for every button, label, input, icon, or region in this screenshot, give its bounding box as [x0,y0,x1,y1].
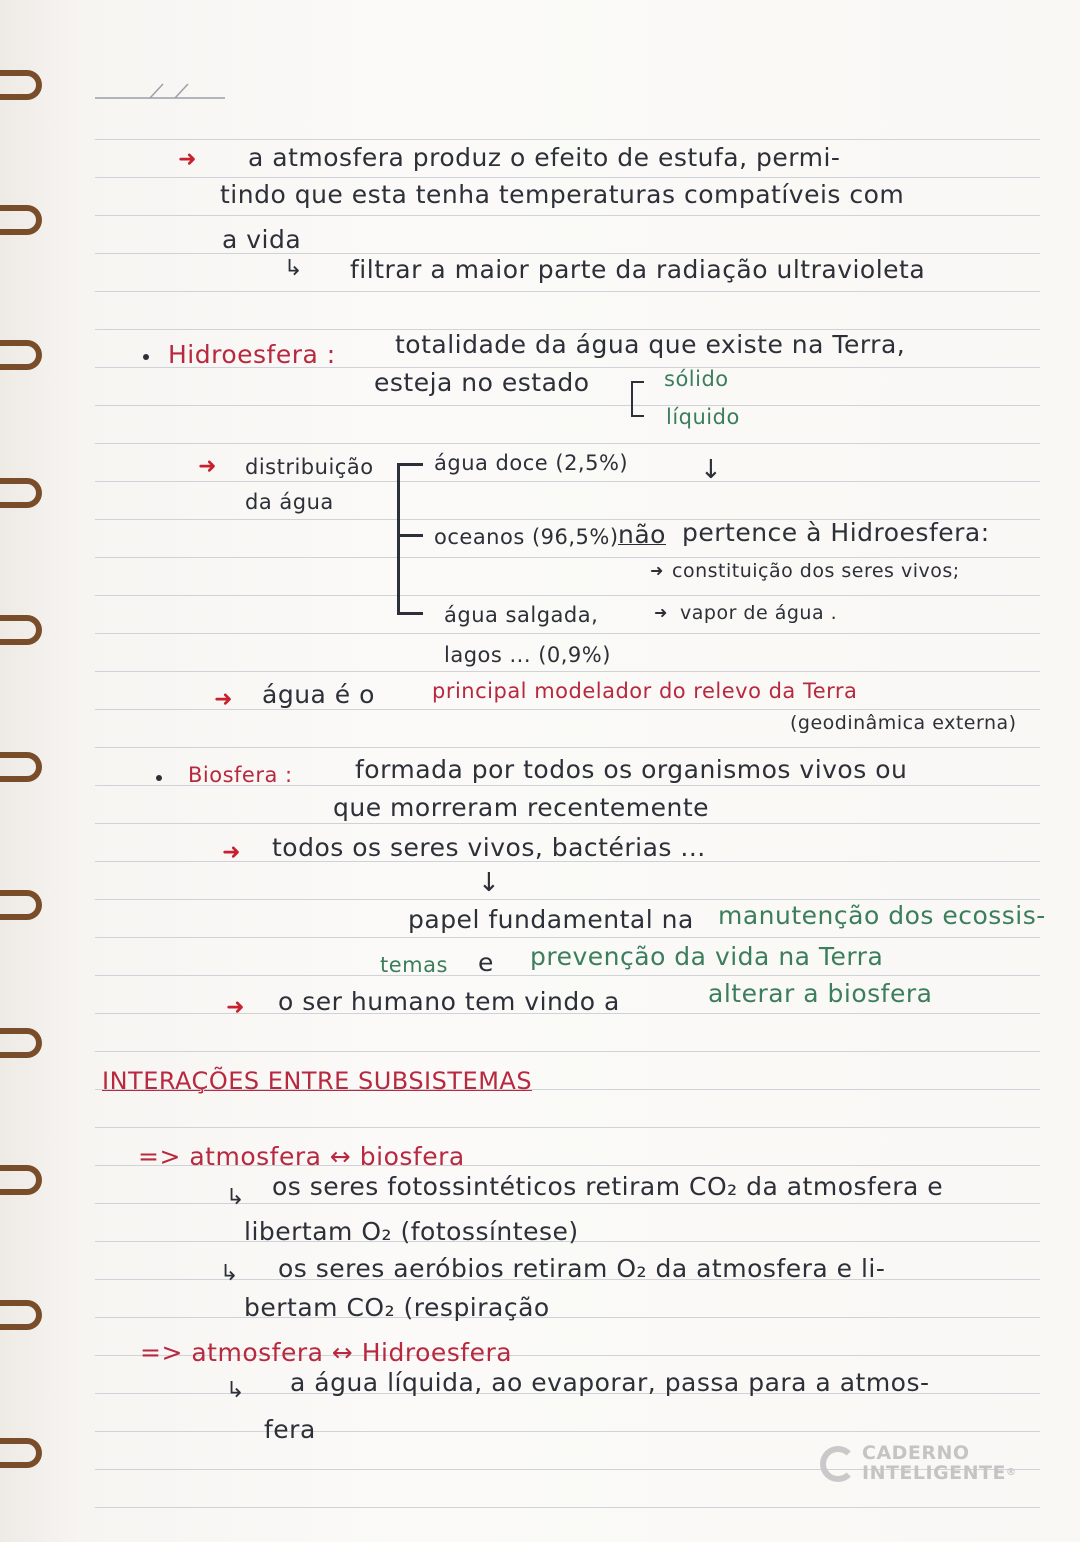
distribution-bracket [397,463,400,615]
note-line: papel fundamental na [408,905,694,934]
bracket-branch [397,612,423,615]
arrow-icon: ➜ [222,840,241,865]
note-line: => atmosfera ↔ biosfera [138,1142,465,1171]
note-line: fera [264,1415,316,1444]
arrow-icon: ➜ [650,561,664,580]
down-arrow-icon: ↓ [700,455,722,485]
note-line: alterar a biosfera [708,979,933,1008]
note-line: filtrar a maior parte da radiação ultravioleta [350,255,926,284]
note-line: a atmosfera produz o efeito de estufa, permi- [248,143,841,172]
note-line: o ser humano tem vindo a [278,987,620,1016]
note-line: lagos ... (0,9%) [444,643,611,667]
note-line: temas [380,953,448,977]
return-arrow-icon: ↳ [284,256,303,281]
note-line: constituição dos seres vivos; [672,560,960,582]
note-line: bertam CO₂ (respiração [244,1293,550,1322]
note-line: principal modelador do relevo da Terra [432,679,858,703]
note-line: da água [245,490,334,514]
note-line: libertam O₂ (fotossíntese) [244,1217,579,1246]
note-line: prevenção da vida na Terra [530,942,884,971]
note-line: que morreram recentemente [333,793,710,822]
note-line: (geodinâmica externa) [790,712,1017,734]
arrow-icon: ➜ [198,454,217,479]
arrow-icon: ➜ [654,603,668,622]
note-line: tindo que esta tenha temperaturas compatíveis com [220,180,905,209]
note-line: distribuição [245,455,374,479]
arrow-icon: ➜ [214,687,233,712]
arrow-icon: ➜ [178,147,197,172]
arrow-icon: ➜ [226,995,245,1020]
note-line: oceanos (96,5%) [434,525,619,549]
note-line: formada por todos os organismos vivos ou [355,755,908,784]
note-line: manutenção dos ecossis- [718,901,1046,930]
heading-hidroesfera: Hidroesfera : [168,340,336,369]
note-line: água salgada, [444,603,599,627]
note-line: todos os seres vivos, bactérias ... [272,833,706,862]
bullet-icon [156,775,162,781]
return-arrow-icon: ↳ [220,1261,239,1286]
note-line: água é o [262,680,375,709]
note-line: não [618,520,666,549]
caderno-inteligente-logo: CADERNO INTELIGENTE® [820,1442,1040,1486]
heading-biosfera: Biosfera : [188,763,293,787]
bracket-branch [397,534,423,537]
note-line: líquido [666,405,740,429]
date-field-mark [95,80,225,102]
heading-interacoes: INTERAÇÕES ENTRE SUBSISTEMAS [102,1067,533,1095]
note-line: água doce (2,5%) [434,451,629,475]
down-arrow-icon: ↓ [478,868,500,898]
note-line: e [478,948,494,977]
note-line: esteja no estado [374,368,590,397]
return-arrow-icon: ↳ [226,1378,245,1403]
note-line: os seres aeróbios retiram O₂ da atmosfera e li- [278,1254,886,1283]
note-line: => atmosfera ↔ Hidroesfera [140,1338,513,1367]
bullet-icon [143,354,149,360]
return-arrow-icon: ↳ [226,1185,245,1210]
brace-icon [628,378,646,420]
note-line: a vida [222,225,302,254]
logo-c-icon [820,1446,856,1482]
note-line: a água líquida, ao evaporar, passa para a atmos- [290,1368,930,1397]
note-line: vapor de água . [680,602,838,624]
note-line: totalidade da água que existe na Terra, [395,330,906,359]
note-line: sólido [664,367,729,391]
bracket-branch [397,463,423,466]
note-line: pertence à Hidroesfera: [682,518,990,547]
note-line: os seres fotossintéticos retiram CO₂ da atmosfera e [272,1172,944,1201]
